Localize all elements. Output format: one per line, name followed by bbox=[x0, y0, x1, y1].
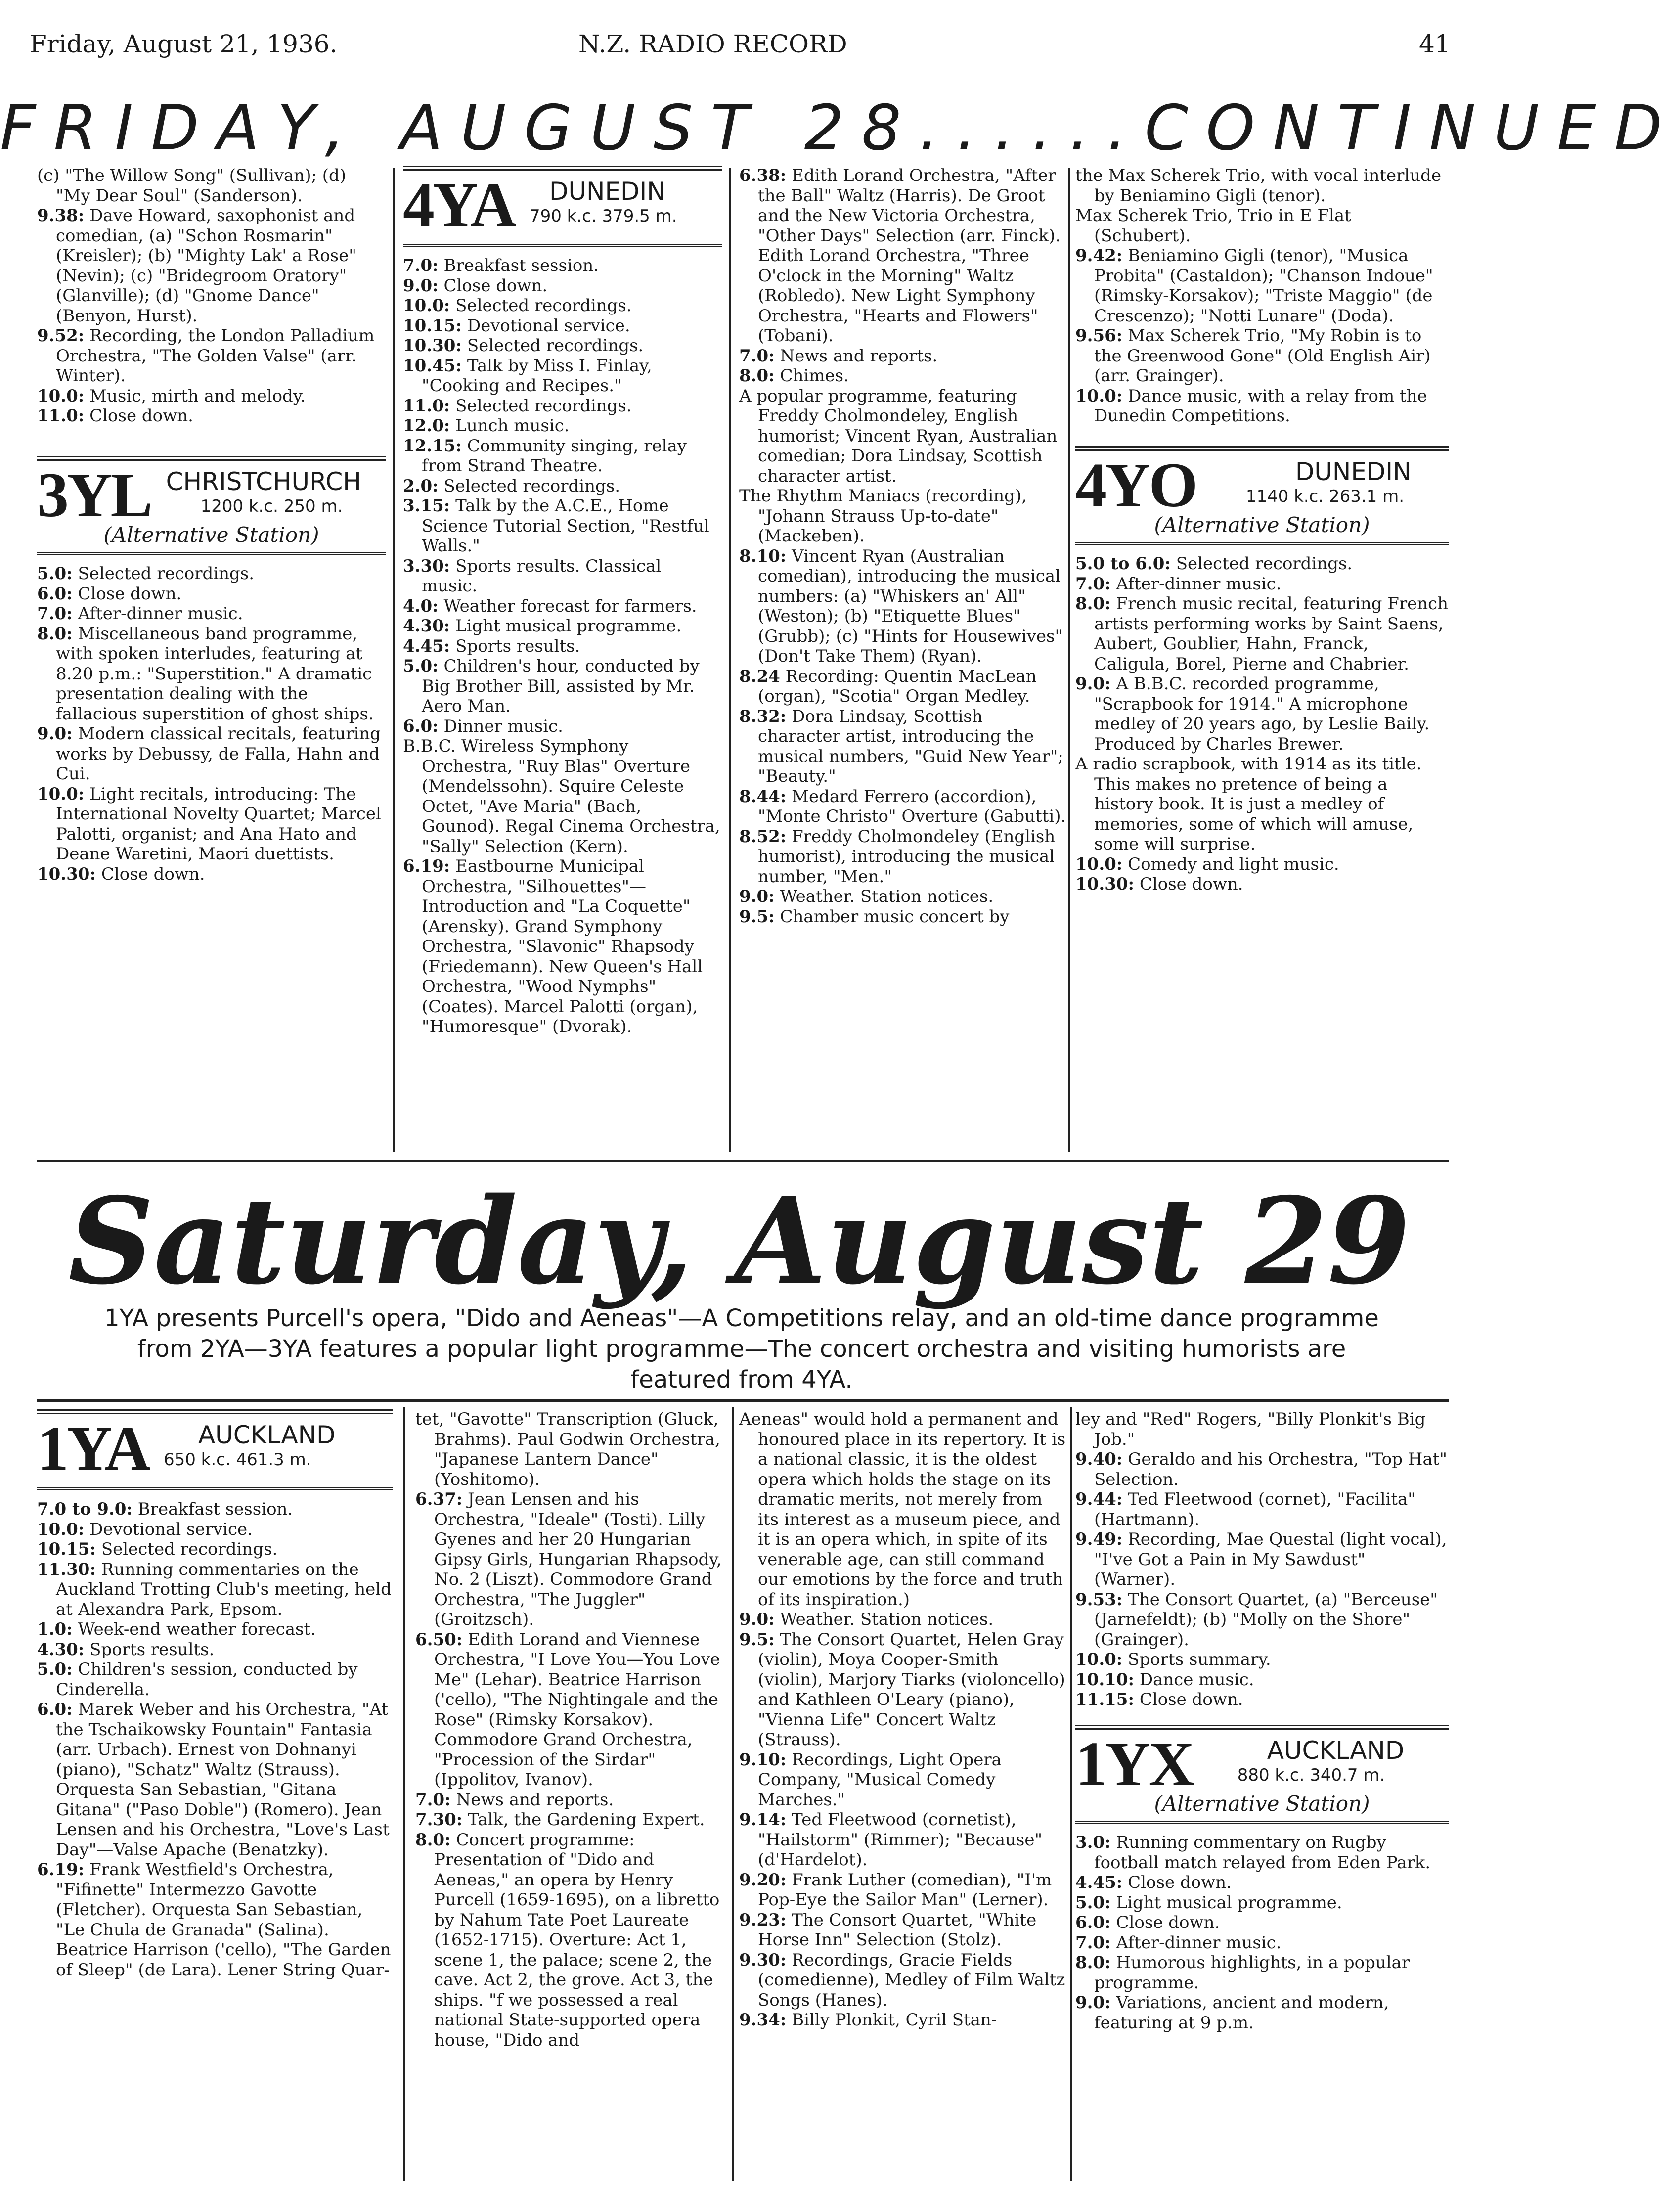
programme-time: 8.0: bbox=[415, 1830, 451, 1850]
programme-time: 8.10: bbox=[739, 546, 787, 566]
station-call-sign: 4YA bbox=[403, 170, 515, 240]
column-divider bbox=[1068, 168, 1070, 1152]
programme-time: 3.30: bbox=[403, 556, 450, 576]
programme-entry: 10.15: Devotional service. bbox=[403, 315, 630, 336]
programme-time: 7.30: bbox=[415, 1810, 463, 1830]
friday-column-1 bbox=[37, 166, 386, 884]
programme-entry: 9.42: Beniamino Gigli (tenor), "Musica Probita" (Castaldon); "Chanson Indoue" (Rimsky-Korsakov); "Triste Maggio" (de Crescenzo); "Notti Lunare" (Doda). bbox=[1075, 246, 1433, 326]
programme-entry: 12.15: Community singing, relay from Strand Theatre. bbox=[403, 436, 687, 476]
station-frequency: 650 k.c. 461.3 m. bbox=[163, 1450, 311, 1470]
programme-entry: 5.0: Selected recordings. bbox=[37, 564, 255, 583]
station-alternative-label: (Alternative Station) bbox=[1154, 1791, 1370, 1816]
programme-entry: 8.0: Humorous highlights, in a popular programme. bbox=[1075, 1953, 1410, 1993]
programme-time: 10.30: bbox=[1075, 874, 1135, 894]
programme-entry: 7.0: After-dinner music. bbox=[37, 604, 243, 624]
station-frequency: 880 k.c. 340.7 m. bbox=[1237, 1765, 1385, 1785]
station-details bbox=[164, 1421, 336, 1471]
station-rule-bottom bbox=[37, 552, 386, 555]
programme-time: 10.0: bbox=[37, 386, 85, 406]
programme-time: 9.0: bbox=[403, 275, 439, 296]
programme-entry: A radio scrapbook, with 1914 as its title. This makes no pretence of being a history book. It is just a medley of memories, some of which will amuse, some will surprise. bbox=[1075, 754, 1422, 854]
programme-entry: 9.49: Recording, Mae Questal (light vocal), "I've Got a Pain in My Sawdust" (Warner). bbox=[1075, 1529, 1447, 1589]
saturday-intro: 1YA presents Purcell's opera, "Dido and Aeneas"—A Competitions relay, and an old-time dance programme from 2YA—3YA features a popular light programme—The concert orchestra and visiting humorists are featured from 4YA. bbox=[104, 1304, 1379, 1393]
programme-time: 3.0: bbox=[1075, 1833, 1111, 1852]
programme-time: 2.0: bbox=[403, 476, 439, 496]
programme-time: 8.0: bbox=[739, 366, 775, 386]
programme-time: 5.0 to 6.0: bbox=[1075, 554, 1171, 574]
programme-entry: 2.0: Selected recordings. bbox=[403, 476, 620, 496]
programme-time: 8.32: bbox=[739, 706, 787, 726]
station-rule-bottom bbox=[37, 1487, 393, 1490]
programme-time: 6.0: bbox=[1075, 1913, 1111, 1932]
programme-entry: 9.23: The Consort Quartet, "White Horse Inn" Selection (Stolz). bbox=[739, 1910, 1037, 1950]
programme-time: 4.30: bbox=[37, 1639, 85, 1659]
programme-entry: 10.0: Light recitals, introducing: The International Novelty Quartet; Marcel Palotti, organist; and Ana Hato and Deane Waretini, Maori duettists. bbox=[37, 784, 381, 864]
programme-entry: 7.0 to 9.0: Breakfast session. bbox=[37, 1499, 293, 1519]
station-block-4ya bbox=[403, 166, 722, 247]
programme-entry: 3.15: Talk by the A.C.E., Home Science Tutorial Section, "Restful Walls." bbox=[403, 496, 709, 556]
programme-time: 9.0: bbox=[1075, 674, 1111, 694]
station-block-1yx bbox=[1075, 1725, 1449, 1824]
programme-entry: 8.0: Miscellaneous band programme, with spoken interludes, featuring at 8.20 p.m.: "Superstition." A dramatic presentation dealing with the fallacious superstition of ghost ships. bbox=[37, 624, 374, 724]
friday-col4b-list bbox=[1075, 554, 1449, 895]
programme-entry: 11.15: Close down. bbox=[1075, 1690, 1243, 1709]
programme-time: 8.0: bbox=[1075, 594, 1111, 614]
station-city: AUCKLAND bbox=[1267, 1736, 1405, 1765]
friday-col1b-list bbox=[37, 564, 386, 884]
programme-entry: 9.5: The Consort Quartet, Helen Gray (violin), Moya Cooper-Smith (violin), Marjory Tiarks (violoncello) and Kathleen O'Leary (piano), "Vienna Life" Concert Waltz (Strauss). bbox=[739, 1629, 1065, 1749]
programme-entry: 9.14: Ted Fleetwood (cornetist), "Hailstorm" (Rimmer); "Because" (d'Hardelot). bbox=[739, 1810, 1043, 1870]
programme-entry: 10.30: Selected recordings. bbox=[403, 336, 644, 356]
programme-entry: 11.0: Selected recordings. bbox=[403, 396, 632, 416]
column-divider bbox=[732, 1407, 734, 2181]
programme-entry: 10.15: Selected recordings. bbox=[37, 1539, 278, 1559]
header-date: Friday, August 21, 1936. bbox=[30, 30, 338, 58]
programme-entry: 7.30: Talk, the Gardening Expert. bbox=[415, 1810, 705, 1830]
programme-time: 10.15: bbox=[37, 1539, 96, 1559]
programme-time: 6.19: bbox=[37, 1860, 85, 1880]
programme-time: 9.0: bbox=[739, 887, 775, 906]
programme-entry: 8.0: Chimes. bbox=[739, 366, 849, 386]
programme-entry: 9.10: Recordings, Light Opera Company, "Musical Comedy Marches." bbox=[739, 1749, 1002, 1810]
programme-time: 6.38: bbox=[739, 166, 787, 185]
programme-time: 9.53: bbox=[1075, 1589, 1123, 1610]
station-details bbox=[1208, 1737, 1405, 1786]
programme-time: 10.0: bbox=[37, 784, 85, 804]
programme-entry: 8.0: French music recital, featuring French artists performing works by Saint Saens, Aubert, Goublier, Hahn, Franck, Caligula, Borel, Pierne and Chabrier. bbox=[1075, 594, 1449, 674]
programme-entry: 4.45: Sports results. bbox=[403, 636, 580, 656]
programme-time: 9.5: bbox=[739, 906, 775, 927]
programme-entry: 9.30: Recordings, Gracie Fields (comedienne), Medley of Film Waltz Songs (Hanes). bbox=[739, 1950, 1065, 2010]
friday-col4-list bbox=[1075, 166, 1449, 426]
programme-entry: 7.0: News and reports. bbox=[739, 346, 938, 366]
programme-entry: 6.38: Edith Lorand Orchestra, "After the Ball" Waltz (Harris). De Groot and the New Victoria Orchestra, "Other Days" Selection (arr. Finck). Edith Lorand Orchestra, "Three O'clock in the Morning" Waltz (Robledo). New Light Symphony Orchestra, "Hearts and Flowers" (Tobani). bbox=[739, 166, 1061, 346]
programme-entry: 9.0: Weather. Station notices. bbox=[739, 887, 994, 906]
section-divider bbox=[37, 1399, 1449, 1402]
programme-entry: 4.30: Light musical programme. bbox=[403, 616, 682, 636]
programme-time: 7.0: bbox=[403, 256, 439, 275]
programme-entry: 10.0: Dance music, with a relay from the Dunedin Competitions. bbox=[1075, 386, 1427, 426]
programme-entry: 9.44: Ted Fleetwood (cornet), "Facilita" (Hartmann). bbox=[1075, 1489, 1415, 1529]
programme-time: 8.44: bbox=[739, 786, 787, 807]
programme-entry: 10.10: Dance music. bbox=[1075, 1669, 1254, 1690]
programme-entry: 9.56: Max Scherek Trio, "My Robin is to the Greenwood Gone" (Old English Air) (arr. Grainger). bbox=[1075, 326, 1431, 386]
programme-entry: 9.0: A B.B.C. recorded programme, "Scrapbook for 1914." A microphone medley of 20 years ago, by Leslie Baily. Produced by Charles Brewer. bbox=[1075, 674, 1430, 754]
programme-entry: 6.0: Dinner music. bbox=[403, 716, 563, 736]
station-details bbox=[1211, 458, 1412, 507]
programme-time: 8.52: bbox=[739, 826, 787, 847]
saturday-col4-list bbox=[1075, 1409, 1449, 1710]
programme-entry: 4.30: Sports results. bbox=[37, 1639, 215, 1659]
programme-time: 10.45: bbox=[403, 356, 462, 376]
programme-entry: 6.19: Frank Westfield's Orchestra, "Fifinette" Intermezzo Gavotte (Fletcher). Orquesta San Sebastian, "Le Chula de Granada" (Salina). Beatrice Harrison ('cello), "The Garden of Sleep" (de Lara). Lener String Quar- bbox=[37, 1860, 391, 1980]
station-rule-bottom bbox=[1075, 542, 1449, 545]
column-divider bbox=[403, 1407, 405, 2181]
programme-time: 8.0: bbox=[1075, 1953, 1111, 1972]
programme-entry: 9.5: Chamber music concert by bbox=[739, 906, 1010, 927]
programme-entry: A popular programme, featuring Freddy Cholmondeley, English humorist; Vincent Ryan, Australian comedian; Dora Lindsay, Scottish character artist. bbox=[739, 386, 1058, 486]
programme-time: 6.0: bbox=[403, 716, 439, 736]
station-block-3yl bbox=[37, 456, 386, 555]
programme-entry: tet, "Gavotte" Transcription (Gluck, Brahms). Paul Godwin Orchestra, "Japanese Lantern Dance" (Yoshitomo). bbox=[415, 1409, 720, 1489]
station-alternative-label: (Alternative Station) bbox=[103, 522, 319, 547]
programme-time: 4.30: bbox=[403, 616, 450, 636]
programme-time: 9.0: bbox=[1075, 1993, 1111, 2013]
programme-entry: 10.0: Devotional service. bbox=[37, 1519, 253, 1539]
programme-time: 5.0: bbox=[37, 1659, 73, 1679]
station-call-sign: 3YL bbox=[37, 459, 151, 530]
programme-entry: 9.0: Weather. Station notices. bbox=[739, 1610, 994, 1629]
programme-time: 11.0: bbox=[403, 396, 450, 416]
programme-time: 5.0: bbox=[403, 656, 439, 676]
programme-entry: 12.0: Lunch music. bbox=[403, 416, 570, 436]
saturday-col1-list bbox=[37, 1499, 393, 1980]
programme-time: 7.0: bbox=[37, 604, 73, 624]
programme-time: 10.30: bbox=[403, 336, 462, 356]
programme-entry: 9.38: Dave Howard, saxophonist and comedian, (a) "Schon Rosmarin" (Kreisler); (b) "Mighty Lak' a Rose" (Nevin); (c) "Bridegroom Oratory" (Glanville); (d) "Gnome Dance" (Benyon, Hurst). bbox=[37, 206, 356, 326]
programme-time: 9.10: bbox=[739, 1749, 787, 1770]
programme-time: 9.44: bbox=[1075, 1489, 1123, 1509]
programme-entry: Aeneas" would hold a permanent and honoured place in its repertory. It is a national classic, it is the oldest opera which holds the stage on its dramatic merits, not merely from its interest as a museum piece, and it is an opera which, in spite of its venerable age, can still command our emotions by the force and truth of its inspiration.) bbox=[739, 1409, 1066, 1610]
station-details bbox=[166, 468, 361, 517]
column-divider bbox=[729, 168, 731, 1152]
programme-time: 4.0: bbox=[403, 596, 439, 616]
programme-entry: (c) "The Willow Song" (Sullivan); (d) "My Dear Soul" (Sanderson). bbox=[37, 166, 347, 206]
station-city: DUNEDIN bbox=[549, 177, 665, 206]
programme-time: 10.15: bbox=[403, 315, 462, 336]
programme-entry: 10.45: Talk by Miss I. Finlay, "Cooking and Recipes." bbox=[403, 356, 652, 396]
programme-entry: 9.0: Variations, ancient and modern, featuring at 9 p.m. bbox=[1075, 1993, 1389, 2033]
saturday-col4b-list bbox=[1075, 1833, 1449, 2033]
programme-time: 1.0: bbox=[37, 1619, 73, 1639]
saturday-col2-list bbox=[415, 1409, 727, 2050]
programme-time: 7.0: bbox=[739, 346, 775, 366]
programme-time: 9.42: bbox=[1075, 246, 1123, 266]
station-call-sign: 1YX bbox=[1075, 1728, 1193, 1799]
programme-entry: 8.32: Dora Lindsay, Scottish character artist, introducing the musical numbers, "Guid New Year"; "Beauty." bbox=[739, 706, 1063, 786]
station-block-4yo bbox=[1075, 446, 1449, 545]
programme-time: 9.38: bbox=[37, 206, 85, 225]
programme-time: 7.0 to 9.0: bbox=[37, 1499, 133, 1519]
programme-entry: 8.0: Concert programme: Presentation of "Dido and Aeneas," an opera by Henry Purcell (1659-1695), on a libretto by Nahum Tate Poet Laureate (1652-1715). Overture: Act 1, scene 1, the palace; scene 2, the cave. Act 2, the grove. Act 3, the ships. "f we possessed a real national State-supported opera house, "Dido and bbox=[415, 1830, 720, 2050]
programme-entry: 7.0: Breakfast session. bbox=[403, 256, 599, 275]
programme-time: 9.34: bbox=[739, 2010, 787, 2030]
programme-time: 10.10: bbox=[1075, 1669, 1135, 1690]
friday-col1-list bbox=[37, 166, 386, 426]
programme-time: 12.15: bbox=[403, 436, 462, 456]
programme-entry: 7.0: After-dinner music. bbox=[1075, 1932, 1282, 1953]
programme-entry: 6.50: Edith Lorand and Viennese Orchestra, "I Love You—You Love Me" (Lehar). Beatrice Harrison ('cello), "The Nightingale and the Rose" (Rimsky Korsakov). Commodore Grand Orchestra, "Procession of the Sirdar" (Ippolitov, Ivanov). bbox=[415, 1629, 720, 1790]
programme-entry: 9.0: Modern classical recitals, featuring works by Debussy, de Falla, Hahn and Cui. bbox=[37, 724, 381, 784]
station-alternative-label: (Alternative Station) bbox=[1154, 512, 1370, 537]
column-divider bbox=[393, 168, 395, 1152]
programme-time: 9.52: bbox=[37, 326, 85, 346]
programme-time: 4.45: bbox=[1075, 1873, 1123, 1892]
saturday-column-4 bbox=[1075, 1409, 1449, 2033]
programme-entry: 1.0: Week-end weather forecast. bbox=[37, 1619, 316, 1639]
station-city: DUNEDIN bbox=[1295, 457, 1412, 486]
friday-col2-list bbox=[403, 256, 722, 1037]
station-details bbox=[530, 178, 677, 227]
programme-time: 8.0: bbox=[37, 624, 73, 644]
programme-time: 7.0: bbox=[415, 1790, 451, 1810]
programme-entry: 7.0: News and reports. bbox=[415, 1790, 614, 1810]
programme-time: 10.0: bbox=[37, 1519, 85, 1539]
programme-entry: 8.24 Recording: Quentin MacLean (organ), "Scotia" Organ Medley. bbox=[739, 666, 1037, 706]
programme-time: 10.0: bbox=[1075, 1650, 1123, 1669]
programme-time: 6.50: bbox=[415, 1629, 463, 1650]
programme-time: 10.0: bbox=[1075, 386, 1123, 406]
programme-entry: 9.0: Close down. bbox=[403, 275, 548, 296]
programme-entry: 3.0: Running commentary on Rugby football match relayed from Eden Park. bbox=[1075, 1833, 1431, 1873]
programme-entry: 5.0 to 6.0: Selected recordings. bbox=[1075, 554, 1353, 574]
programme-entry: 6.19: Eastbourne Municipal Orchestra, "Silhouettes"—Introduction and "La Coquette" (Arensky). Grand Symphony Orchestra, "Slavonic" Rhapsody (Friedemann). New Queen's Hall Orchestra, "Wood Nymphs" (Coates). Marcel Palotti (organ), "Humoresque" (Dvorak). bbox=[403, 856, 703, 1036]
programme-time: 11.0: bbox=[37, 406, 85, 426]
programme-time: 9.14: bbox=[739, 1810, 787, 1830]
programme-entry: 9.52: Recording, the London Palladium Orchestra, "The Golden Valse" (arr. Winter). bbox=[37, 326, 375, 386]
programme-entry: 6.0: Close down. bbox=[1075, 1913, 1220, 1932]
programme-time: 10.0: bbox=[403, 296, 450, 315]
programme-time: 9.20: bbox=[739, 1870, 787, 1890]
programme-entry: 10.0: Comedy and light music. bbox=[1075, 854, 1339, 874]
programme-entry: The Rhythm Maniacs (recording), "Johann Strauss Up-to-date" (Mackeben). bbox=[739, 486, 1027, 546]
programme-entry: 5.0: Children's hour, conducted by Big Brother Bill, assisted by Mr. Aero Man. bbox=[403, 656, 700, 716]
friday-column-2 bbox=[403, 166, 722, 1037]
programme-entry: 6.0: Marek Weber and his Orchestra, "At the Tschaikowsky Fountain" Fantasia (arr. Urbach). Ernest von Dohnanyi (piano), "Schatz" Waltz (Strauss). Orquesta San Sebastian, "Gitana Gitana" ("Paso Doble") (Romero). Jean Lensen and his Orchestra, "Love's Last Day"—Valse Apache (Benatzky). bbox=[37, 1700, 390, 1860]
section-divider bbox=[37, 1160, 1449, 1162]
programme-time: 6.0: bbox=[37, 1700, 73, 1719]
programme-time: 9.5: bbox=[739, 1629, 775, 1650]
programme-time: 11.15: bbox=[1075, 1690, 1135, 1709]
programme-entry: 10.0: Sports summary. bbox=[1075, 1650, 1271, 1669]
saturday-column-1 bbox=[37, 1409, 393, 1980]
programme-entry: 7.0: After-dinner music. bbox=[1075, 574, 1282, 594]
saturday-column-3 bbox=[739, 1409, 1068, 2030]
programme-time: 12.0: bbox=[403, 416, 450, 436]
programme-entry: 10.0: Music, mirth and melody. bbox=[37, 386, 306, 406]
programme-time: 10.0: bbox=[1075, 854, 1123, 874]
column-divider bbox=[1070, 1407, 1072, 2181]
programme-time: 9.23: bbox=[739, 1910, 787, 1930]
station-city: AUCKLAND bbox=[198, 1421, 336, 1449]
programme-entry: 4.0: Weather forecast for farmers. bbox=[403, 596, 697, 616]
station-frequency: 1140 k.c. 263.1 m. bbox=[1245, 486, 1405, 506]
saturday-col3-list bbox=[739, 1409, 1068, 2030]
saturday-title: Saturday, August 29 bbox=[68, 1171, 1411, 1311]
station-frequency: 790 k.c. 379.5 m. bbox=[529, 206, 677, 226]
programme-entry: 6.0: Close down. bbox=[37, 583, 182, 604]
programme-entry: 9.20: Frank Luther (comedian), "I'm Pop-Eye the Sailor Man" (Lerner). bbox=[739, 1870, 1052, 1910]
programme-entry: 6.37: Jean Lensen and his Orchestra, "Ideale" (Tosti). Lilly Gyenes and her 20 Hungarian Gipsy Girls, Hungarian Rhapsody, No. 2 (Liszt). Commodore Grand Orchestra, "The Juggler" (Groitzsch). bbox=[415, 1489, 722, 1629]
station-block-1ya bbox=[37, 1409, 393, 1490]
header-publication: N.Z. RADIO RECORD bbox=[578, 30, 847, 58]
programme-time: 10.30: bbox=[37, 864, 96, 884]
programme-entry: 4.45: Close down. bbox=[1075, 1873, 1232, 1892]
programme-entry: 5.0: Light musical programme. bbox=[1075, 1892, 1342, 1913]
programme-time: 9.30: bbox=[739, 1950, 787, 1970]
programme-entry: 3.30: Sports results. Classical music. bbox=[403, 556, 662, 596]
station-rule-bottom bbox=[1075, 1821, 1449, 1824]
programme-entry: 8.10: Vincent Ryan (Australian comedian), introducing the musical numbers: (a) "Whiskers an' All" (Weston); (b) "Etiquette Blues" (Grubb); (c) "Hints for Housewives" (Don't Take Them) (Ryan). bbox=[739, 546, 1063, 666]
station-city: CHRISTCHURCH bbox=[166, 467, 361, 496]
programme-entry: 10.30: Close down. bbox=[1075, 874, 1243, 894]
programme-time: 9.0: bbox=[37, 724, 73, 744]
programme-time: 6.19: bbox=[403, 856, 450, 876]
friday-continued-title: FRIDAY, AUGUST 28......CONTINUED bbox=[0, 91, 1680, 164]
programme-time: 5.0: bbox=[1075, 1892, 1111, 1913]
station-rule-bottom bbox=[403, 244, 722, 247]
programme-time: 11.30: bbox=[37, 1559, 96, 1579]
programme-time: 7.0: bbox=[1075, 574, 1111, 594]
saturday-column-2 bbox=[415, 1409, 727, 2050]
programme-time: 9.49: bbox=[1075, 1529, 1123, 1549]
friday-column-4 bbox=[1075, 166, 1449, 895]
programme-time: 5.0: bbox=[37, 564, 73, 583]
programme-entry: 5.0: Children's session, conducted by Cinderella. bbox=[37, 1659, 358, 1700]
programme-entry: 9.34: Billy Plonkit, Cyril Stan- bbox=[739, 2010, 997, 2030]
programme-entry: the Max Scherek Trio, with vocal interlude by Beniamino Gigli (tenor). bbox=[1075, 166, 1442, 206]
programme-time: 3.15: bbox=[403, 496, 450, 516]
programme-entry: 9.53: The Consort Quartet, (a) "Berceuse" (Jarnefeldt); (b) "Molly on the Shore" (Grainger). bbox=[1075, 1589, 1438, 1650]
programme-entry: 9.40: Geraldo and his Orchestra, "Top Hat" Selection. bbox=[1075, 1449, 1448, 1489]
programme-time: 6.37: bbox=[415, 1489, 463, 1509]
programme-entry: Max Scherek Trio, Trio in E Flat (Schubert). bbox=[1075, 206, 1351, 246]
programme-time: 9.40: bbox=[1075, 1449, 1123, 1469]
programme-entry: 11.0: Close down. bbox=[37, 406, 193, 426]
friday-column-3 bbox=[739, 166, 1068, 927]
programme-time: 8.24 bbox=[739, 666, 780, 686]
programme-time: 9.0: bbox=[739, 1610, 775, 1629]
header-page-number: 41 bbox=[1419, 30, 1451, 58]
station-frequency: 1200 k.c. 250 m. bbox=[200, 496, 343, 516]
programme-time: 6.0: bbox=[37, 583, 73, 604]
programme-entry: B.B.C. Wireless Symphony Orchestra, "Ruy Blas" Overture (Mendelssohn). Squire Celeste Octet, "Ave Maria" (Bach, Gounod). Regal Cinema Orchestra, "Sally" Selection (Kern). bbox=[403, 736, 720, 856]
programme-entry: 8.52: Freddy Cholmondeley (English humorist), introducing the musical number, "Men." bbox=[739, 826, 1056, 887]
programme-entry: 10.0: Selected recordings. bbox=[403, 296, 632, 315]
programme-entry: ley and "Red" Rogers, "Billy Plonkit's Big Job." bbox=[1075, 1409, 1426, 1449]
programme-entry: 11.30: Running commentaries on the Auckland Trotting Club's meeting, held at Alexandra Park, Epsom. bbox=[37, 1559, 392, 1619]
friday-col3-list bbox=[739, 166, 1068, 927]
station-call-sign: 1YA bbox=[37, 1413, 149, 1483]
programme-entry: 8.44: Medard Ferrero (accordion), "Monte Christo" Overture (Gabutti). bbox=[739, 786, 1066, 826]
programme-time: 9.56: bbox=[1075, 326, 1123, 346]
programme-entry: 10.30: Close down. bbox=[37, 864, 205, 884]
programme-time: 4.45: bbox=[403, 636, 450, 656]
station-call-sign: 4YO bbox=[1075, 449, 1196, 520]
programme-time: 7.0: bbox=[1075, 1932, 1111, 1953]
